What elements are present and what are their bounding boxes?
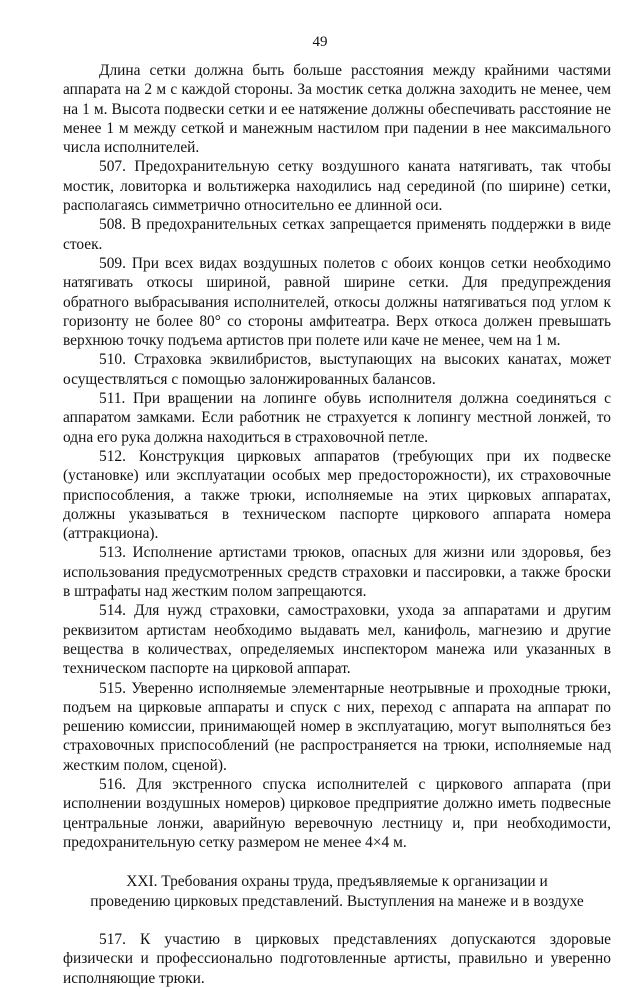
paragraph-514: 514. Для нужд страховки, самостраховки, ухода за аппаратами и другим реквизитом артистам необходимо выдавать мел, канифоль, магнезию и другие вещества в количествах, определяемых инспектором манежа или указанных в техническом паспорте на цирковой аппарат. [63,602,611,678]
page-number: 49 [312,34,328,50]
paragraph-512: 512. Конструкция цирковых аппаратов (требующих при их подвеске (установке) или эксплуатации особых мер предосторожности), их страховочные приспособления, а также трюки, исполняемые на этих цирковых аппаратах, должны указываться в техническом паспорте циркового аппарата номера (аттракциона). [63,447,611,543]
section-heading-xxi: XXI. Требования охраны труда, предъявляемые к организации и проведению цирковых представлений. Выступления на манеже и в воздухе [90,873,584,911]
paragraph-510: 510. Страховка эквилибристов, выступающих на высоких канатах, может осуществляться с помощью залонжированных балансов. [63,351,611,388]
paragraph-509: 509. При всех видах воздушных полетов с обоих концов сетки необходимо натягивать откосы шириной, равной ширине сетки. Для предупреждения обратного выбрасывания исполнителей, откосы должны натягиваться под углом к горизонту не более 80° со стороны амфитеатра. Верх откоса должен превышать верхнюю точку подъема артистов при полете или каче не менее, чем на 1 м. [63,254,611,350]
paragraph-511: 511. При вращении на лопинге обувь исполнителя должна соединяться с аппаратом замками. Если работник не страхуется к лопингу местной лонжей, то одна его рука должна находиться в страховочной петле. [63,390,611,446]
paragraph-516: 516. Для экстренного спуска исполнителей с циркового аппарата (при исполнении воздушных номеров) цирковое предприятие должно иметь подвесные центральные лонжи, аварийную веревочную лестницу и, при необходимости, предохранительную сетку размером не менее 4×4 м. [63,775,611,851]
paragraph-507: 507. Предохранительную сетку воздушного каната натягивать, так чтобы мостик, ловиторка и вольтижерка находились над серединой (по ширине) сетки, располагаясь симметрично относительно ее длинной оси. [63,158,611,215]
document-body [63,61,611,988]
paragraph-515: 515. Уверенно исполняемые элементарные неотрывные и проходные трюки, подъем на цирковые аппараты и спуск с них, переход с аппарата на аппарат по решению комиссии, принимающей номер в эксплуатацию, могут выполняться без страховочных приспособлений (не распространяется на трюки, исполняемые над жестким полом, сценой). [63,679,611,774]
paragraph-513: 513. Исполнение артистами трюков, опасных для жизни или здоровья, без использования предусмотренных средств страховки и пассировки, а также броски в штрафаты над жестким полом запрещаются. [63,544,611,601]
paragraph-517: 517. К участию в цирковых представлениях допускаются здоровые физически и профессионально подготовленные артисты, правильно и уверенно исполняющие трюки. [63,931,611,987]
paragraph-net-length: Длина сетки должна быть больше расстояния между крайними частями аппарата на 2 м с каждой стороны. За мостик сетка должна заходить не менее, чем на 1 м. Высота подвески сетки и ее натяжение должны обеспечивать расстояние не менее 1 м между сеткой и манежным настилом при падении в нее максимального числа исполнителей. [63,62,611,157]
paragraph-508: 508. В предохранительных сетках запрещается применять поддержки в виде стоек. [63,216,611,253]
